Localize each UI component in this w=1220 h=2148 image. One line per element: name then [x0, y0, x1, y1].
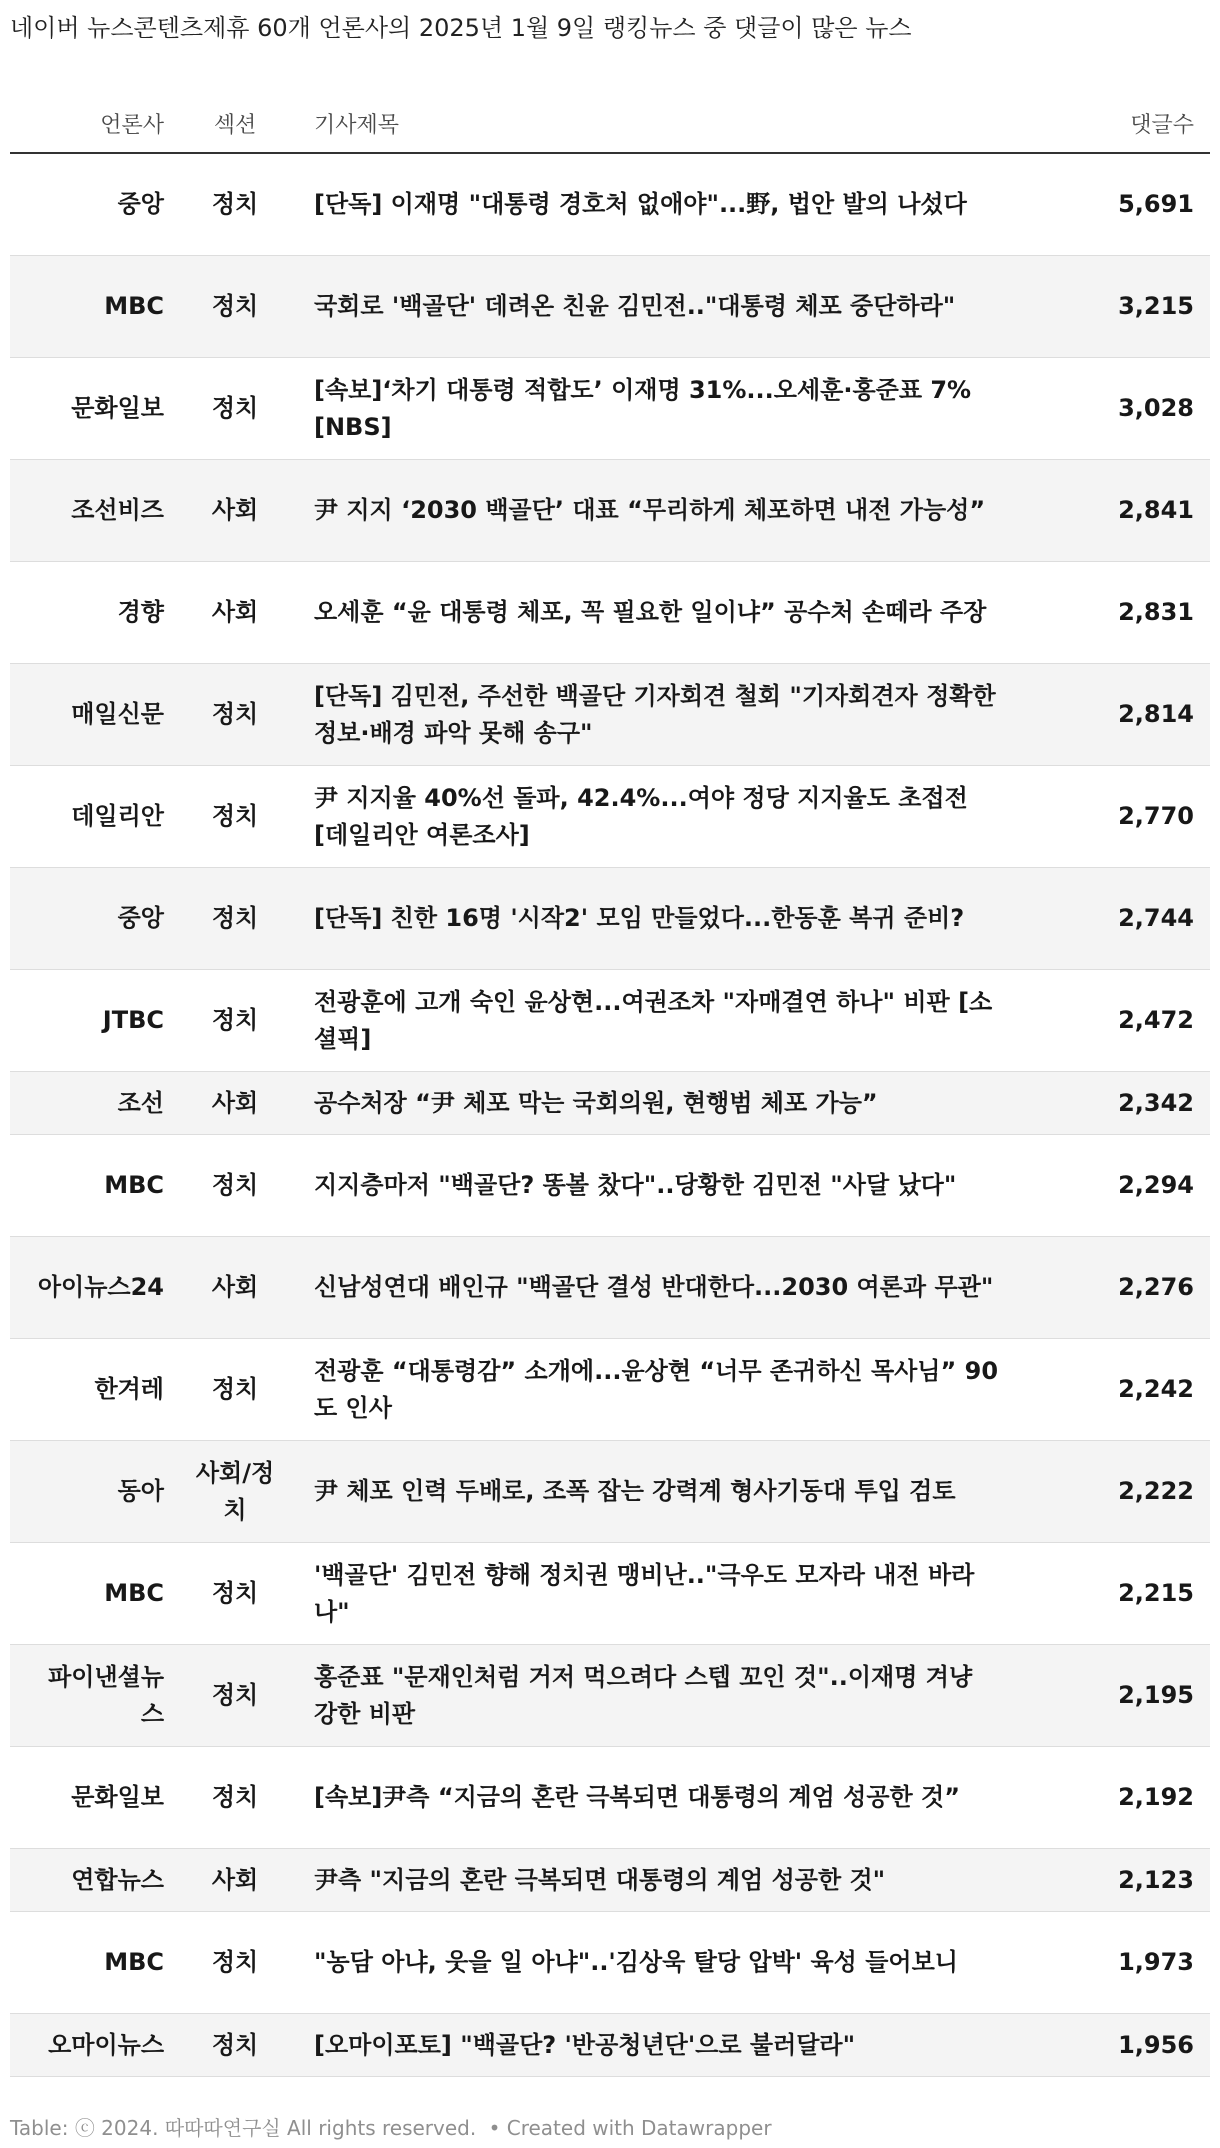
cell-comments: 2,744: [1050, 868, 1210, 970]
table-row: [10, 1543, 1210, 1645]
cell-section: 사회: [180, 460, 290, 562]
column-header-comments[interactable]: 댓글수: [1050, 94, 1210, 153]
cell-comments: 1,973: [1050, 1912, 1210, 2014]
cell-title[interactable]: [단독] 이재명 "대통령 경호처 없애야"...野, 법안 발의 나섰다: [290, 153, 1050, 256]
cell-section: 사회: [180, 562, 290, 664]
cell-comments: 2,215: [1050, 1543, 1210, 1645]
cell-outlet: 동아: [10, 1441, 180, 1543]
cell-comments: 5,691: [1050, 153, 1210, 256]
cell-section: 사회: [180, 1237, 290, 1339]
cell-section: 정치: [180, 1912, 290, 2014]
cell-outlet: 연합뉴스: [10, 1849, 180, 1912]
table-row: [10, 1072, 1210, 1135]
cell-outlet: 오마이뉴스: [10, 2014, 180, 2077]
table-body: [10, 153, 1210, 2077]
column-header-section[interactable]: 섹션: [180, 94, 290, 153]
cell-outlet: 데일리안: [10, 766, 180, 868]
cell-title[interactable]: "농담 아냐, 웃을 일 아냐"..'김상욱 탈당 압박' 육성 들어보니: [290, 1912, 1050, 2014]
cell-title[interactable]: 지지층마저 "백골단? 똥볼 찼다"..당황한 김민전 "사달 났다": [290, 1135, 1050, 1237]
table-row: [10, 460, 1210, 562]
cell-section: 사회/정치: [180, 1441, 290, 1543]
ranking-news-table: [10, 94, 1210, 2077]
cell-section: 정치: [180, 153, 290, 256]
cell-title[interactable]: 尹 지지율 40%선 돌파, 42.4%...여야 정당 지지율도 초접전 [데일리안 여론조사]: [290, 766, 1050, 868]
cell-outlet: 아이뉴스24: [10, 1237, 180, 1339]
cell-outlet: 파이낸셜뉴스: [10, 1645, 180, 1747]
cell-title[interactable]: [속보]‘차기 대통령 적합도’ 이재명 31%...오세훈·홍준표 7%[NBS]: [290, 358, 1050, 460]
cell-section: 사회: [180, 1072, 290, 1135]
cell-comments: 2,242: [1050, 1339, 1210, 1441]
table-row: [10, 868, 1210, 970]
table-header-row: [10, 94, 1210, 153]
table-row: [10, 358, 1210, 460]
cell-title[interactable]: 전광훈 “대통령감” 소개에...윤상현 “너무 존귀하신 목사님” 90도 인사: [290, 1339, 1050, 1441]
cell-title[interactable]: 국회로 '백골단' 데려온 친윤 김민전.."대통령 체포 중단하라": [290, 256, 1050, 358]
cell-comments: 2,222: [1050, 1441, 1210, 1543]
cell-section: 정치: [180, 1645, 290, 1747]
footer-credit[interactable]: • Created with Datawrapper: [488, 2116, 772, 2140]
table-row: [10, 1339, 1210, 1441]
cell-comments: 2,192: [1050, 1747, 1210, 1849]
cell-outlet: 조선비즈: [10, 460, 180, 562]
table-row: [10, 970, 1210, 1072]
cell-outlet: 문화일보: [10, 358, 180, 460]
table-row: [10, 1747, 1210, 1849]
cell-outlet: JTBC: [10, 970, 180, 1072]
cell-outlet: MBC: [10, 1912, 180, 2014]
cell-title[interactable]: 신남성연대 배인규 "백골단 결성 반대한다...2030 여론과 무관": [290, 1237, 1050, 1339]
cell-comments: 2,294: [1050, 1135, 1210, 1237]
table-row: [10, 1135, 1210, 1237]
cell-comments: 3,215: [1050, 256, 1210, 358]
cell-section: 정치: [180, 1135, 290, 1237]
footer: [10, 2112, 778, 2141]
table-row: [10, 1912, 1210, 2014]
cell-section: 정치: [180, 1747, 290, 1849]
cell-title[interactable]: 공수처장 “尹 체포 막는 국회의원, 현행범 체포 가능”: [290, 1072, 1050, 1135]
table-row: [10, 2014, 1210, 2077]
cell-comments: 2,195: [1050, 1645, 1210, 1747]
column-header-outlet[interactable]: 언론사: [10, 94, 180, 153]
table-row: [10, 664, 1210, 766]
table-row: [10, 256, 1210, 358]
cell-comments: 2,841: [1050, 460, 1210, 562]
cell-title[interactable]: [속보]尹측 “지금의 혼란 극복되면 대통령의 계엄 성공한 것”: [290, 1747, 1050, 1849]
footer-source: Table: ⓒ 2024. 따따따연구실 All rights reserved.: [10, 2116, 477, 2140]
cell-outlet: 문화일보: [10, 1747, 180, 1849]
cell-comments: 1,956: [1050, 2014, 1210, 2077]
cell-comments: 2,342: [1050, 1072, 1210, 1135]
cell-title[interactable]: [단독] 친한 16명 '시작2' 모임 만들었다...한동훈 복귀 준비?: [290, 868, 1050, 970]
cell-comments: 2,831: [1050, 562, 1210, 664]
cell-title[interactable]: [단독] 김민전, 주선한 백골단 기자회견 철회 "기자회견자 정확한 정보·배경 파악 못해 송구": [290, 664, 1050, 766]
cell-comments: 3,028: [1050, 358, 1210, 460]
table-row: [10, 1645, 1210, 1747]
cell-title[interactable]: 尹 지지 ‘2030 백골단’ 대표 “무리하게 체포하면 내전 가능성”: [290, 460, 1050, 562]
table-row: [10, 153, 1210, 256]
cell-outlet: 조선: [10, 1072, 180, 1135]
cell-comments: 2,770: [1050, 766, 1210, 868]
cell-comments: 2,276: [1050, 1237, 1210, 1339]
cell-section: 정치: [180, 358, 290, 460]
cell-outlet: 중앙: [10, 153, 180, 256]
cell-section: 정치: [180, 2014, 290, 2077]
cell-title[interactable]: [오마이포토] "백골단? '반공청년단'으로 불러달라": [290, 2014, 1050, 2077]
cell-outlet: 경향: [10, 562, 180, 664]
cell-section: 정치: [180, 664, 290, 766]
table-row: [10, 766, 1210, 868]
page-title: 네이버 뉴스콘텐츠제휴 60개 언론사의 2025년 1월 9일 랭킹뉴스 중 댓글이 많은 뉴스: [10, 14, 912, 42]
cell-section: 정치: [180, 256, 290, 358]
cell-comments: 2,814: [1050, 664, 1210, 766]
cell-outlet: 매일신문: [10, 664, 180, 766]
cell-title[interactable]: 尹측 "지금의 혼란 극복되면 대통령의 계엄 성공한 것": [290, 1849, 1050, 1912]
table-row: [10, 562, 1210, 664]
cell-outlet: MBC: [10, 1135, 180, 1237]
cell-comments: 2,123: [1050, 1849, 1210, 1912]
cell-title[interactable]: '백골단' 김민전 향해 정치권 맹비난.."극우도 모자라 내전 바라나": [290, 1543, 1050, 1645]
cell-title[interactable]: 尹 체포 인력 두배로, 조폭 잡는 강력계 형사기동대 투입 검토: [290, 1441, 1050, 1543]
cell-title[interactable]: 홍준표 "문재인처럼 거저 먹으려다 스텝 꼬인 것"..이재명 겨냥 강한 비판: [290, 1645, 1050, 1747]
cell-section: 정치: [180, 1543, 290, 1645]
cell-section: 정치: [180, 970, 290, 1072]
table-row: [10, 1849, 1210, 1912]
table-row: [10, 1441, 1210, 1543]
cell-title[interactable]: 오세훈 “윤 대통령 체포, 꼭 필요한 일이냐” 공수처 손떼라 주장: [290, 562, 1050, 664]
cell-outlet: 한겨레: [10, 1339, 180, 1441]
table-row: [10, 1237, 1210, 1339]
cell-outlet: MBC: [10, 256, 180, 358]
cell-outlet: 중앙: [10, 868, 180, 970]
cell-comments: 2,472: [1050, 970, 1210, 1072]
cell-section: 사회: [180, 1849, 290, 1912]
cell-section: 정치: [180, 766, 290, 868]
cell-section: 정치: [180, 868, 290, 970]
cell-outlet: MBC: [10, 1543, 180, 1645]
cell-section: 정치: [180, 1339, 290, 1441]
cell-title[interactable]: 전광훈에 고개 숙인 윤상현...여권조차 "자매결연 하나" 비판 [소셜픽]: [290, 970, 1050, 1072]
column-header-title[interactable]: 기사제목: [290, 94, 1050, 153]
